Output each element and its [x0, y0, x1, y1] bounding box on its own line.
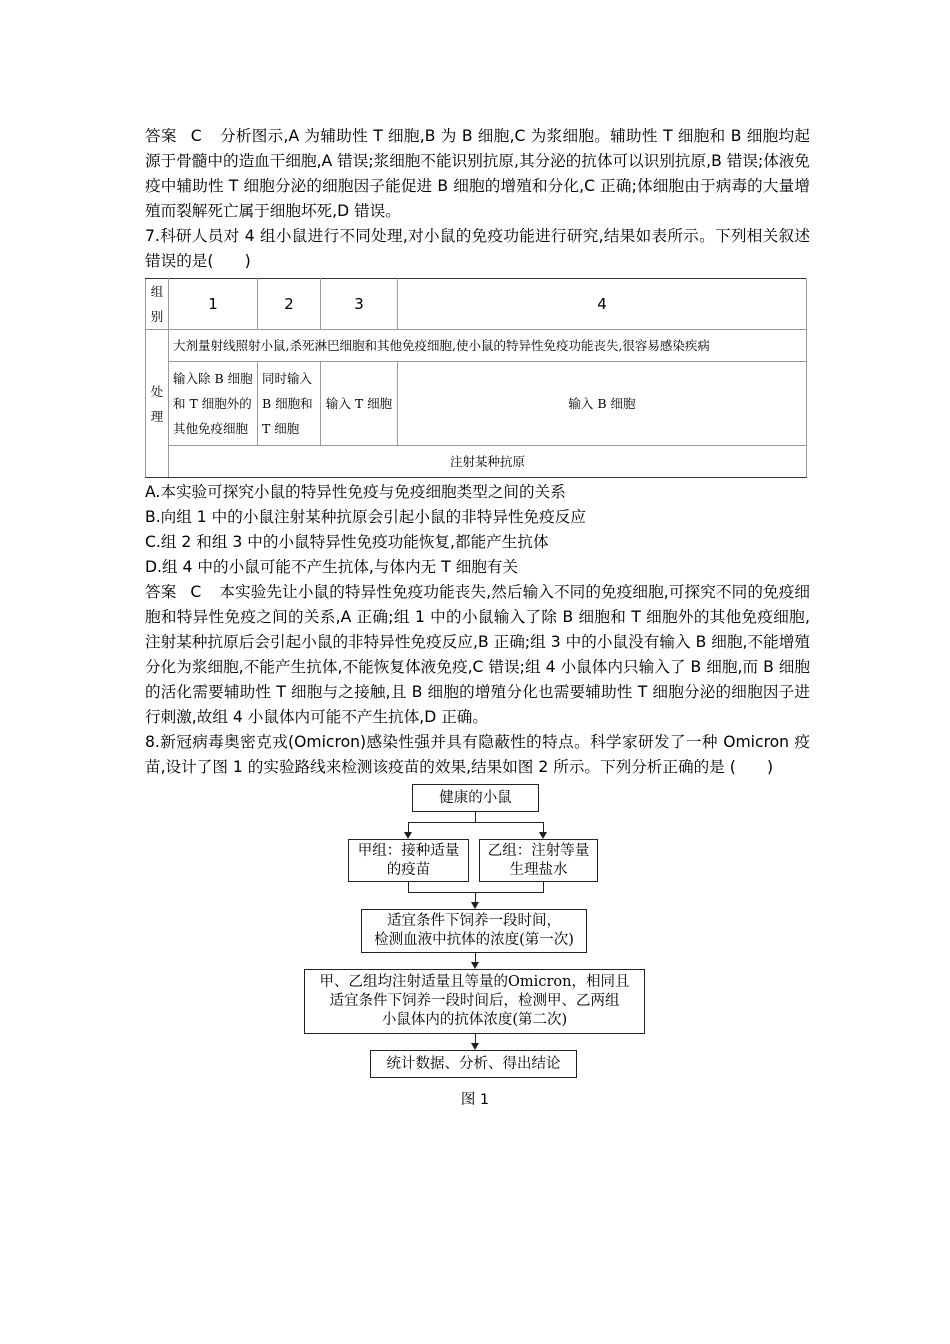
option-d: D.组 4 中的小鼠可能不产生抗体,与体内无 T 细胞有关 — [145, 558, 519, 576]
q8-stem: 8.新冠病毒奥密克戎(Omicron)感染性强并具有隐蔽性的特点。科学家研发了一种 Omicron 疫苗,设计了图 1 的实验路线来检测该疫苗的效果,结果如图 2 所示。下列分析正确的是 ( ) — [145, 733, 810, 776]
flowchart-figure-1 — [145, 784, 810, 1156]
arrow-down-icon — [471, 1043, 479, 1050]
option-c: C.组 2 和组 3 中的小鼠特异性免疫功能恢复,都能产生抗体 — [145, 533, 549, 551]
antigen-treatment: 注射某种抗原 — [169, 446, 807, 478]
connector-line — [475, 812, 476, 822]
connector-line — [408, 822, 544, 823]
group-4: 4 — [398, 279, 807, 330]
connector-line — [543, 882, 544, 892]
answer-explanation: 分析图示,A 为辅助性 T 细胞,B 为 B 细胞,C 为浆细胞。辅助性 T 细胞和 B 细胞均起源于骨髓中的造血干细胞,A 错误;浆细胞不能识别抗原,其分泌的抗体可以识别抗原,B 错误;体液免疫中辅助性 T 细胞分泌的细胞因子能促进 B 细胞的增殖和分化,C 正确;体细胞由于病毒的大量增殖而裂解死亡属于细胞坏死,D 错误。 — [145, 127, 810, 220]
treat-header: 处理 — [146, 330, 169, 478]
group-b-line2: 生理盐水 — [509, 861, 568, 878]
answer-letter: C — [190, 127, 202, 145]
group-b-line1: 乙组：注射等量 — [487, 842, 590, 859]
input-group-3: 输入 T 细胞 — [321, 362, 398, 446]
flow-box-group-b — [479, 839, 598, 882]
answer-letter: C — [190, 583, 202, 601]
second-test-line2: 适宜条件下饲养一段时间后，检测甲、乙两组 — [329, 993, 620, 1009]
q6-answer — [145, 124, 810, 224]
q7-stem: 7.科研人员对 4 组小鼠进行不同处理,对小鼠的免疫功能进行研究,结果如表所示。下列相关叙述错误的是( ) — [145, 227, 810, 270]
answer-label: 答案 — [145, 583, 177, 601]
group-1: 1 — [169, 279, 258, 330]
answer-explanation: 本实验先让小鼠的特异性免疫功能丧失,然后输入不同的免疫细胞,可探究不同的免疫细胞和特异性免疫之间的关系,A 正确;组 1 中的小鼠输入了除 B 细胞和 T 细胞外的其他免疫细胞,注射某种抗原后会引起小鼠的非特异性免疫反应,B 正确;组 3 中的小鼠没有输入 B 细胞,不能增殖分化为浆细胞,不能产生抗体,不能恢复体液免疫,C 错误;组 4 小鼠体内只输入了 B 细胞,而 B 细胞的活化需要辅助性 T 细胞与之接触,且 B 细胞的增殖分化也需要辅助性 T 细胞分泌的细胞因子进行刺激,故组 4 小鼠体内可能不产生抗体,D 正确。 — [145, 583, 810, 726]
flow-box-group-a — [348, 839, 469, 882]
q7-table — [145, 278, 807, 478]
group-2: 2 — [258, 279, 321, 330]
first-test-line2: 检测血液中抗体的浓度(第一次) — [374, 932, 574, 948]
input-group-4: 输入 B 细胞 — [398, 362, 807, 446]
flow-box-healthy-mice: 健康的小鼠 — [412, 784, 539, 812]
flow-box-conclusion: 统计数据、分析、得出结论 — [370, 1050, 577, 1078]
document-page — [145, 124, 810, 1156]
answer-label: 答案 — [145, 127, 177, 145]
arrow-down-icon — [404, 832, 412, 839]
first-test-line1: 适宜条件下饲养一段时间， — [387, 913, 561, 929]
second-test-line1: 甲、乙组均注射适量且等量的Omicron，相同且 — [319, 974, 630, 990]
input-group-1: 输入除 B 细胞和 T 细胞外的其他免疫细胞 — [169, 362, 258, 446]
common-treatment: 大剂量射线照射小鼠,杀死淋巴细胞和其他免疫细胞,使小鼠的特异性免疫功能丧失,很容易感染疾病 — [169, 330, 807, 362]
group-a-line2: 的疫苗 — [386, 861, 431, 878]
arrow-down-icon — [539, 832, 547, 839]
arrow-down-icon — [471, 962, 479, 969]
flow-box-second-test — [304, 969, 645, 1034]
option-b: B.向组 1 中的小鼠注射某种抗原会引起小鼠的非特异性免疫反应 — [145, 508, 586, 526]
second-test-line3: 小鼠体内的抗体浓度(第二次) — [381, 1012, 568, 1028]
group-3: 3 — [321, 279, 398, 330]
arrow-down-icon — [471, 902, 479, 909]
input-group-2: 同时输入 B 细胞和 T 细胞 — [258, 362, 321, 446]
connector-line — [408, 882, 409, 892]
group-a-line1: 甲组：接种适量 — [357, 842, 460, 859]
option-a: A.本实验可探究小鼠的特异性免疫与免疫细胞类型之间的关系 — [145, 483, 566, 501]
flow-box-first-test — [361, 909, 587, 953]
q7-answer — [145, 580, 810, 730]
group-header: 组别 — [146, 279, 169, 330]
figure-caption: 图 1 — [460, 1092, 490, 1108]
